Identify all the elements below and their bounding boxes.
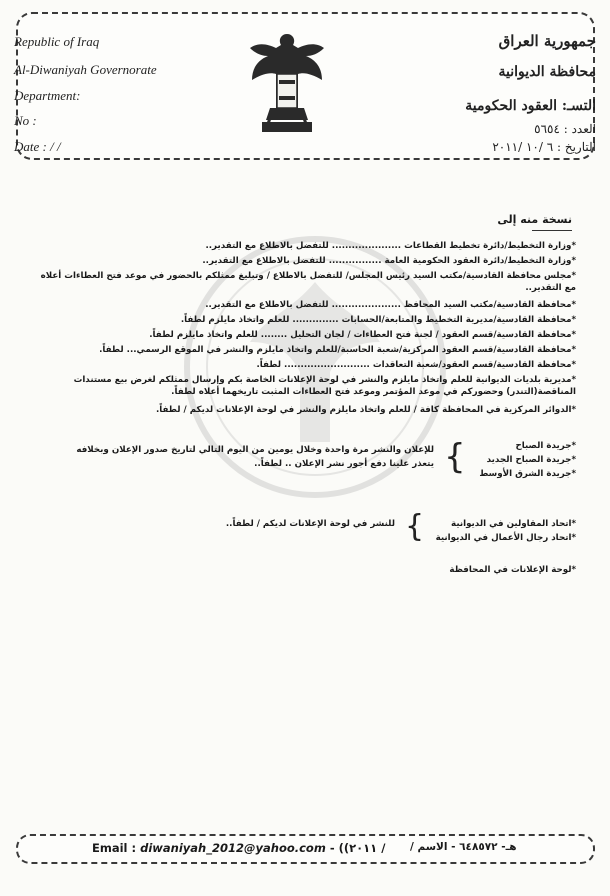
email-label: Email : [92, 841, 137, 855]
email-line [92, 841, 385, 855]
recipient-item: *محافظة القادسية/مكتب السيد المحافظ ..................... للتفضل بالاطلاع مع التقدير.. [205, 300, 576, 310]
department-ar: التسـ: العقود الحكومية [465, 98, 596, 114]
notice-board: *لوحة الإعلانات في المحافظة [449, 565, 576, 575]
reference-number: هـ- ٦٤٨٥٧٢ - الاسم / [410, 841, 517, 853]
union-item: *اتحاد رجال الأعمال في الديوانية [435, 533, 576, 543]
email-suffix: - ((٢٠١١ / [329, 841, 386, 855]
department-en: Department: [14, 88, 81, 103]
recipient-item: *محافظة القادسية/قسم العقود / لجنة فتح العطاءات / لجان التحليل ........ للعلم واتخاذ مايلزم لطفاً. [149, 330, 576, 340]
recipient-item: *مديرية بلديات الديوانية للعلم واتخاذ مايلزم والنشر في لوحة الإعلانات الخاصة بكم وإرسال ممثلكم لغرض بيع مستندات المناقصة(التندر) وحضوركم في موعد المؤتمر وموعد فتح العطاءات المثبت تاريخهما أعلاه لطفاً. [73, 375, 576, 398]
newspapers-note: للإعلان والنشر مرة واحدة وخلال يومين من اليوم التالي لتاريخ صدور الإعلان وبخلافه [76, 445, 434, 455]
copy-to-title: نسخة منه إلى [497, 213, 572, 226]
brace-unions: { [405, 509, 425, 544]
number-ar: العدد : ٥٦٥٤ [534, 122, 596, 136]
newspaper-item: *جريدة الصباح [515, 441, 576, 451]
recipient-item: *محافظة القادسية/مديرية التخطيط والمتابعة/الحسابات .............. للعلم واتخاذ مايلزم لطفاً. [180, 315, 576, 325]
governorate-en: Al-Diwaniyah Governorate [14, 62, 157, 77]
union-item: *اتحاد المقاولين في الديوانية [451, 519, 576, 529]
recipient-item: *الدوائر المركزية في المحافظة كافة / للعلم واتخاذ مايلزم والنشر في لوحة الإعلانات لديكم / لطفاً. [155, 405, 576, 415]
recipient-item: *محافظة القادسية/قسم العقود/شعبة التعاقدات .......................... لطفاً. [256, 360, 576, 370]
date-ar: التاريخ : ٦ /١٠ /٢٠١١ [492, 140, 596, 154]
unions-note: للنشر في لوحة الإعلانات لديكم / لطفاً.. [225, 519, 395, 529]
newspaper-item: *جريدة الصباح الجديد [486, 455, 576, 465]
eagle-emblem-icon [248, 28, 326, 140]
newspapers-note: يتعذر علينا دفع أجور نشر الإعلان .. لطفاً.. [254, 459, 434, 469]
recipient-item: *وزارة التخطيط/دائرة تخطيط القطاعات ..................... للتفضل بالاطلاع مع التقدير.. [205, 241, 576, 251]
recipient-item: *مجلس محافظة القادسية/مكتب السيد رئيس المجلس/ للتفضل بالاطلاع / وتبليغ ممثلكم بالحضور في موعد فتح العطاءات أعلاه مع التقدير.. [40, 271, 576, 294]
no-en: No : [14, 113, 37, 128]
recipient-item: *محافظة القادسية/قسم العقود المركزية/شعبة الحاسبة/للعلم واتخاذ مايلزم والنشر في الموقع الرسمي... لطفاً. [99, 345, 576, 355]
recipient-item: *وزارة التخطيط/دائرة العقود الحكومية العامة ................ للتفضل بالاطلاع مع التقدير.. [202, 256, 576, 266]
title-underline [532, 230, 572, 231]
brace-newspapers: { [444, 437, 466, 477]
country-ar: جمهورية العراق [498, 32, 596, 50]
newspaper-item: *جريدة الشرق الأوسط [479, 469, 576, 479]
email-address[interactable]: diwaniyah_2012@yahoo.com [140, 841, 326, 855]
country-en: Republic of Iraq [14, 34, 100, 49]
date-en: Date : / / [14, 139, 61, 154]
governorate-ar: محافظة الديوانية [498, 64, 596, 80]
